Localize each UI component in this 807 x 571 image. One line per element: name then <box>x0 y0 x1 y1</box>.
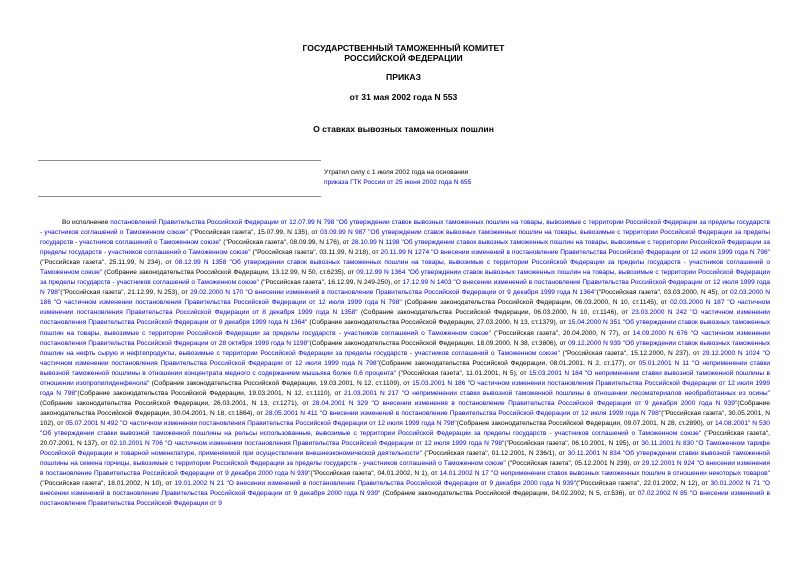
legal-reference-link[interactable]: 15.03.2001 N 186 "О частичном изменении постановления Правительства Российской Федерации от 12 июля 1999 года N 798" <box>40 379 770 397</box>
legal-reference-link[interactable]: 28.05.2001 N 411 "О внесении изменений в постановление Правительства Российской Федерации от 12 июля 1999 года N 798" <box>265 409 662 417</box>
body-text-segment: ("Российская газета", 15.07.99, N 135), от <box>187 229 321 237</box>
body-text-segment: Во исполнение <box>62 219 111 226</box>
legal-reference-link[interactable]: 30.11.2001 N 830 "О Таможенном тарифе Российской Федерации и товарной номенклатуре, применяемой при осуществлении внешнеэкономической деятельности" <box>40 440 771 458</box>
legal-reference-link[interactable]: 30.11.2001 N 834 "Об утверждении ставки вывозной таможенной пошлины на семена горчицы, вывозимые с территории Российской Федерации за пределы государств - участников соглашений о Таможенном союзе" <box>40 450 770 468</box>
legal-reference-link[interactable]: 14.09.2000 N 676 "О частичном изменении постановления Правительства Российской Федерации от 28 октября 1999 года N 1198" <box>40 329 770 347</box>
body-text-segment: ("Российская газета", 20.04.2000, N 77), от <box>490 329 633 337</box>
body-text-segment: ("Российская газета", 05.12.2001 N 239), от <box>505 460 642 468</box>
legal-reference-link[interactable]: 02.03.2000 N 187 "О частичном изменении постановления Правительства Российской Федерации от 8 декабря 1999 года N 1358" <box>40 299 770 317</box>
body-text-segment: ("Российская газета", 04.01.2002, N 1), от <box>310 470 440 478</box>
body-text-segment: (Собрание законодательства Российской Федерации, 08.01.2001, N 2, ст.177), от <box>378 359 639 367</box>
legal-reference-link[interactable]: 09.12.99 N 1364 "Об утверждении ставок вывозных таможенных пошлин на товары, вывозимые с территории Российской Федерации за пределы государств - участников соглашений о Таможенном союзе" <box>40 269 771 287</box>
legal-reference-link[interactable]: 15.03.2001 N 184 "О неприменении ставки вывозной таможенной пошлины в отношении изопропилиденфенола" <box>40 369 770 387</box>
body-text-segment: (Собрание законодательства Российской Федерации, 27.03.2000, N 13, ст.1379), от <box>307 319 569 327</box>
legal-reference-link[interactable]: 29.12.2001 N 924 "О внесении изменения в постановление Правительства Российской Федерации от 9 декабря 2000 года N 939" <box>40 460 770 478</box>
body-text-segment: ("Российская газета", 18.01.2002, N 10), от <box>40 480 175 488</box>
legal-reference-link[interactable]: 19.01.2002 N 21 "О внесении изменений в постановление Правительства Российской Федерации от 9 декабря 2000 года N 939" <box>174 480 577 488</box>
legal-reference-link[interactable]: постановлений Правительства Российской Федерации от 12.07.99 N 798 "Об утверждении ставок вывозных таможенных пошлин на товары, вывозимые с территории Российской Федерации за пределы государств - участников соглашений о Таможенном союзе" <box>40 219 770 237</box>
body-text-segment: ("Российская газета", 01.12.2001, N 236/1), от <box>421 450 568 458</box>
status-note-text: Утратил силу с 1 июля 2002 года на основании <box>324 169 469 176</box>
repeal-order-link[interactable]: приказа ГТК России от 25 июня 2002 года N 655 <box>324 179 472 186</box>
legal-reference-link[interactable]: 07.02.2002 N 85 "О внесении изменений в постановление Правительства Российской Федерации от 9 <box>40 490 770 508</box>
divider-top <box>38 160 321 161</box>
body-text-segment: (Собрание законодательства Российской Федерации, 06.03.2000, N 10, ст.1146), от <box>357 309 632 317</box>
legal-reference-link[interactable]: 05.01.2001 N 11 "О неприменении ставки вывозной таможенной пошлины в отношении концентрата медного с содержанием мышьяка более 0,6 процента" <box>40 359 771 377</box>
legal-reference-link[interactable]: 14.08.2001" N 530 "Об утверждении ставки вывозной таможенной пошлины на рельсы использованные, вывозимые с территории Российской Федерации за пределы государств - участников соглашений о Таможенном союзе" <box>40 419 770 437</box>
body-text-segment: ("Российская газета", 15.12.2000, N 237), от <box>559 349 703 357</box>
body-text-segment: (Собрание законодательства Российской Федерации, 19.03.2001, N 12, ст.1110), от <box>77 389 345 397</box>
body-text-segment: ("Российская газета", 06.10.2001, N 195), от <box>504 440 642 448</box>
status-note-link-line <box>324 178 471 188</box>
divider-bottom <box>38 196 321 197</box>
legal-reference-link[interactable]: 14.01.2002 N 17 "О неприменении ставок вывозных таможенных пошлин в отношении некоторых товаров" <box>439 470 770 478</box>
legal-reference-link[interactable]: 20.11.99 N 1274 "О внесении изменений в постановление Правительства Российской Федерации от 12 июля 1999 года N 798" <box>380 249 770 257</box>
document-title: О ставках вывозных таможенных пошлин <box>313 124 494 134</box>
body-text-segment: ("Российская газета", 03.03.2000, N 45), от <box>596 289 731 297</box>
body-text-segment: ("Российская газета", 11.01.2001, N 5), от <box>396 369 529 377</box>
legal-reference-link[interactable]: 29.12.2000 N 1024 "О частичном изменении постановления Правительства Российской Федерации от 12 июля 1999 года N 798" <box>40 349 770 367</box>
body-text-segment: (Собрание законодательства Российской Федерации, 26.03.2001, N 13, ст.1271), от <box>40 399 313 407</box>
document-type: ПРИКАЗ <box>386 72 421 82</box>
body-text-segment: (Собрание законодательства Российской Федерации, 09.07.2001, N 28, ст.2890), от <box>456 419 715 427</box>
issuer-line-1: ГОСУДАРСТВЕННЫЙ ТАМОЖЕННЫЙ КОМИТЕТ <box>302 43 505 53</box>
body-text-segment: ("Российская газета", 30.05.2001, N 102), от <box>40 409 771 427</box>
legal-reference-link[interactable]: 28.10.99 N 1198 "Об утверждении ставок вывозных таможенных пошлин на товары, вывозимые с территории Российской Федерации за пределы государств - участников соглашений о Таможенном союзе" <box>40 239 770 257</box>
legal-reference-link[interactable]: 17.12.99 N 1403 "О внесении изменений в постановление Правительства Российской Федерации от 12 июля 1999 года N 798" <box>40 279 770 297</box>
body-text-segment: ("Российская газета", 03.11.99, N 218), от <box>250 249 381 257</box>
body-text-segment: ("Российская газета", 25.11.99, N 234), от <box>40 259 175 267</box>
document-body-paragraph <box>40 218 770 509</box>
body-text-segment: (Собрание законодательства Российской Федерации, 04.02.2002, N 5, ст.536), от <box>380 490 638 498</box>
legal-reference-link[interactable]: 23.03.2000 N 242 "О частичном изменении постановления Правительства Российской Федерации от 9 декабря 1999 года N 1364" <box>40 309 770 327</box>
body-text-segment: (Собрание законодательства Российской Федерации, 19.03.2001, N 12, ст.1109), от <box>149 379 413 387</box>
legal-reference-link[interactable]: 03.09.99 N 987 "Об утверждении ставок вывозных таможенных пошлин на товары, вывозимые с территории Российской Федерации за пределы государств - участников соглашений о Таможенном союзе" <box>40 229 771 247</box>
legal-reference-link[interactable]: 29.02.2000 N 170 "О внесении изменений в постановление Правительства Российской Федерации от 9 декабря 1999 года N 1364" <box>190 289 597 297</box>
legal-reference-link[interactable]: 05.07.2001 N 492 "О частичном изменении постановления Правительства Российской Федерации от 12 июля 1999 года N 798" <box>65 419 457 427</box>
body-text-segment: (Собрание законодательства Российской Федерации, 30.04.2001, N 18, ст.1864), от <box>40 399 770 417</box>
body-text-segment: (Собрание законодательства Российской Федерации, 06.03.2000, N 10, ст.1145), от <box>401 299 671 307</box>
body-text-segment: (Собрание законодательства Российской Федерации, 13.12.99, N 50, ст.6235), от <box>102 269 357 277</box>
legal-reference-link[interactable]: 30.01.2002 N 71 "О внесении изменений в постановление Правительства Российской Федерации от 9 декабря 2000 года N 939" <box>40 480 770 498</box>
body-text-segment: (Собрание законодательства Российской Федерации, 18.09.2000, N 38, ст.3806), от <box>309 339 569 347</box>
legal-reference-link[interactable]: 08.12.99 N 1358 "Об утверждении ставок вывозных таможенных пошлин на товары, вывозимые с территории Российской Федерации за пределы государств - участников соглашений о Таможенном союзе" <box>40 259 770 277</box>
document-date: от 31 мая 2002 года N 553 <box>349 92 458 102</box>
legal-reference-link[interactable]: 28.04.2001 N 329 "О внесении изменения в постановление Правительства Российской Федерации от 9 декабря 2000 года N 939" <box>312 399 738 407</box>
body-text-segment: ("Российская газета", 08.09.99, N 176), от <box>221 239 352 247</box>
legal-reference-link[interactable]: 09.12.2000 N 939 "Об утверждении ставок вывозных таможенных пошлин на нефть сырую и нефтепродукты, вывозимые с территории Российской Федерации за пределы государств - участников соглашений о Таможенном союзе" <box>40 339 770 357</box>
body-text-segment: ("Российская газета", 16.12.99, N 249-250), от <box>259 279 403 287</box>
body-text-segment: ("Российская газета", 22.01.2002, N 12), от <box>576 480 711 488</box>
body-text-segment: ("Российская газета", 21.12.99, N 253), от <box>60 289 191 297</box>
legal-reference-link[interactable]: 21.03.2001 N 217 "О неприменении ставки вывозной таможенной пошлины в отношении лесоматериалов необработанных из осины" <box>344 389 770 397</box>
body-text-segment: ("Российская газета", 20.07.2001, N 137), от <box>40 429 770 448</box>
legal-reference-link[interactable]: 02.03.2000 N 186 "О частичном изменении постановления Правительства Российской Федерации от 12 июля 1999 года N 798" <box>40 289 770 307</box>
legal-reference-link[interactable]: 02.10.2001 N 706 "О частичном изменении постановления Правительства Российской Федерации от 12 июля 1999 года N 798" <box>109 440 505 448</box>
issuer-line-2: РОССИЙСКОЙ ФЕДЕРАЦИИ <box>344 53 463 63</box>
legal-reference-link[interactable]: 15.04.2000 N 351 "Об утверждении ставок вывозных таможенных пошлин на товары, вывозимые с территории Российской Федерации за пределы государств - участников соглашений о Таможенном союзе" <box>40 319 770 337</box>
